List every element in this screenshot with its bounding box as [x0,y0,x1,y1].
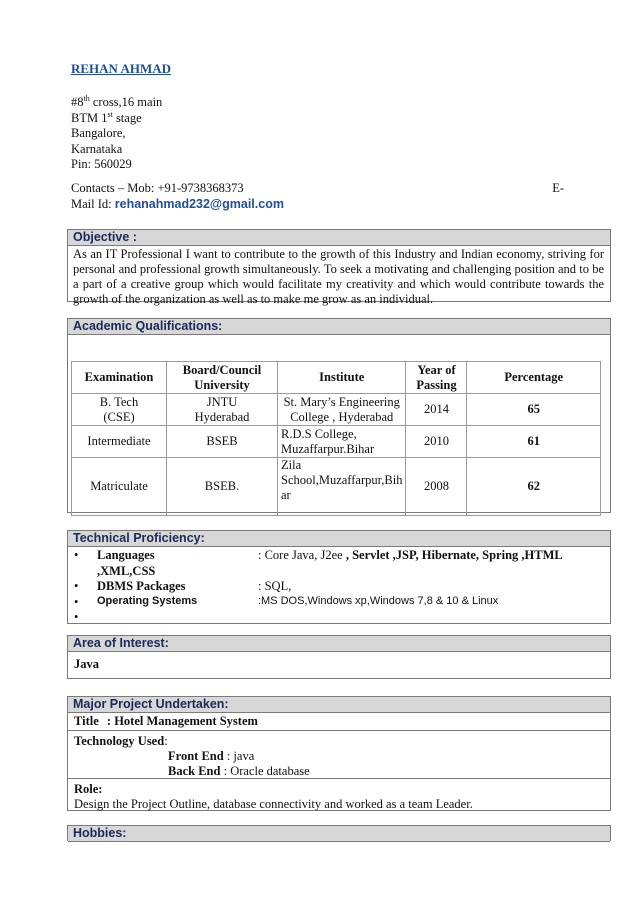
table-row [72,394,601,426]
role-text: Design the Project Outline, database connectivity and worked as a team Leader. [74,797,473,811]
role-label: Role: [74,782,103,796]
bullet: • [74,579,79,593]
col-year: Year of Passing [406,362,467,394]
cell-percentage: 61 [467,426,601,458]
hobbies-header: Hobbies: [68,826,610,842]
interest-header: Area of Interest: [68,636,610,652]
address-line-4: Karnataka [71,141,123,156]
col-institute: Institute [278,362,406,394]
cell-institute: R.D.S College, Muzaffarpur.Bihar [278,426,406,458]
bullet: • [74,548,79,562]
cell-institute: Zila School,Muzaffarpur,Bih ar [278,458,406,516]
technical-section [67,530,611,624]
academic-table-header [72,362,601,394]
bullet: • [74,610,79,624]
dbms-label: DBMS Packages [97,579,186,593]
list-item [68,595,610,611]
list-item [68,610,610,626]
cell-board: BSEB [167,426,278,458]
cell-exam: B. Tech (CSE) [72,394,167,426]
technology-label-row: Technology Used: [74,734,168,748]
title-label: Title [74,714,99,728]
project-header: Major Project Undertaken: [68,697,610,713]
academic-table [71,361,601,516]
cell-year: 2014 [406,394,467,426]
os-label: Operating Systems [97,594,198,607]
list-item [68,579,610,595]
cell-board: BSEB. [167,458,278,516]
email-line: Mail Id: rehanahmad232@gmail.com [71,197,284,211]
dbms-value: : SQL, [258,579,292,593]
role-block [68,778,610,812]
address-block [71,95,162,173]
languages-label: Languages [97,548,155,562]
address-line-2: BTM 1st stage [71,109,142,125]
project-title-row [68,713,610,730]
objective-text: As an IT Professional I want to contribute to the growth of this Industry and Indian economy, striving for personal and professional growth simultaneously. To seek a motivating and challenging position and to be a part of a creative group which would facilitate my creativity and which would contribute towards the growth of the organization as well as to make me grow as an individual. [73,247,604,306]
col-percentage: Percentage [467,362,601,394]
title-value: : Hotel Management System [106,714,258,728]
contact-block [71,181,564,212]
list-item [68,548,610,564]
col-examination: Examination [72,362,167,394]
col-board: Board/Council University [167,362,278,394]
cell-year: 2008 [406,458,467,516]
languages-value: : Core Java, J2ee , Servlet ,JSP, Hibernate, Spring ,HTML [258,548,563,562]
bullet: • [74,594,79,609]
table-row [72,426,601,458]
email-prefix: E- [552,181,564,195]
cell-percentage: 65 [467,394,601,426]
cell-exam: Intermediate [72,426,167,458]
mobile-line: Contacts – Mob: +91-9738368373 [71,181,244,195]
cell-percentage: 62 [467,458,601,516]
academic-section [67,318,611,513]
interest-section [67,635,611,679]
address-line-1: #8th cross,16 main [71,93,163,109]
academic-header: Academic Qualifications: [68,319,610,335]
technology-block [68,730,610,778]
languages-continuation: ,XML,CSS [97,563,156,578]
cell-year: 2010 [406,426,467,458]
back-end-row: Back End : Oracle database [168,764,310,778]
front-end-row: Front End : java [168,749,255,763]
email-link[interactable]: rehanahmad232@gmail.com [114,197,284,211]
cell-board: JNTU Hyderabad [167,394,278,426]
cell-institute: St. Mary’s Engineering College , Hyderabad [278,394,406,426]
list-item-continuation [68,564,610,580]
cell-exam: Matriculate [72,458,167,516]
hobbies-section [67,825,611,841]
address-line-3: Bangalore, [71,126,126,140]
objective-section [67,229,611,306]
os-value: :MS DOS,Windows xp,Windows 7,8 & 10 & Linux [258,594,499,607]
project-section [67,696,611,811]
table-row [72,458,601,516]
objective-header: Objective : [68,230,610,246]
technical-header: Technical Proficiency: [68,531,610,547]
candidate-name: REHAN AHMAD [71,61,172,76]
address-line-5: Pin: 560029 [71,157,132,171]
interest-text: Java [74,657,99,671]
